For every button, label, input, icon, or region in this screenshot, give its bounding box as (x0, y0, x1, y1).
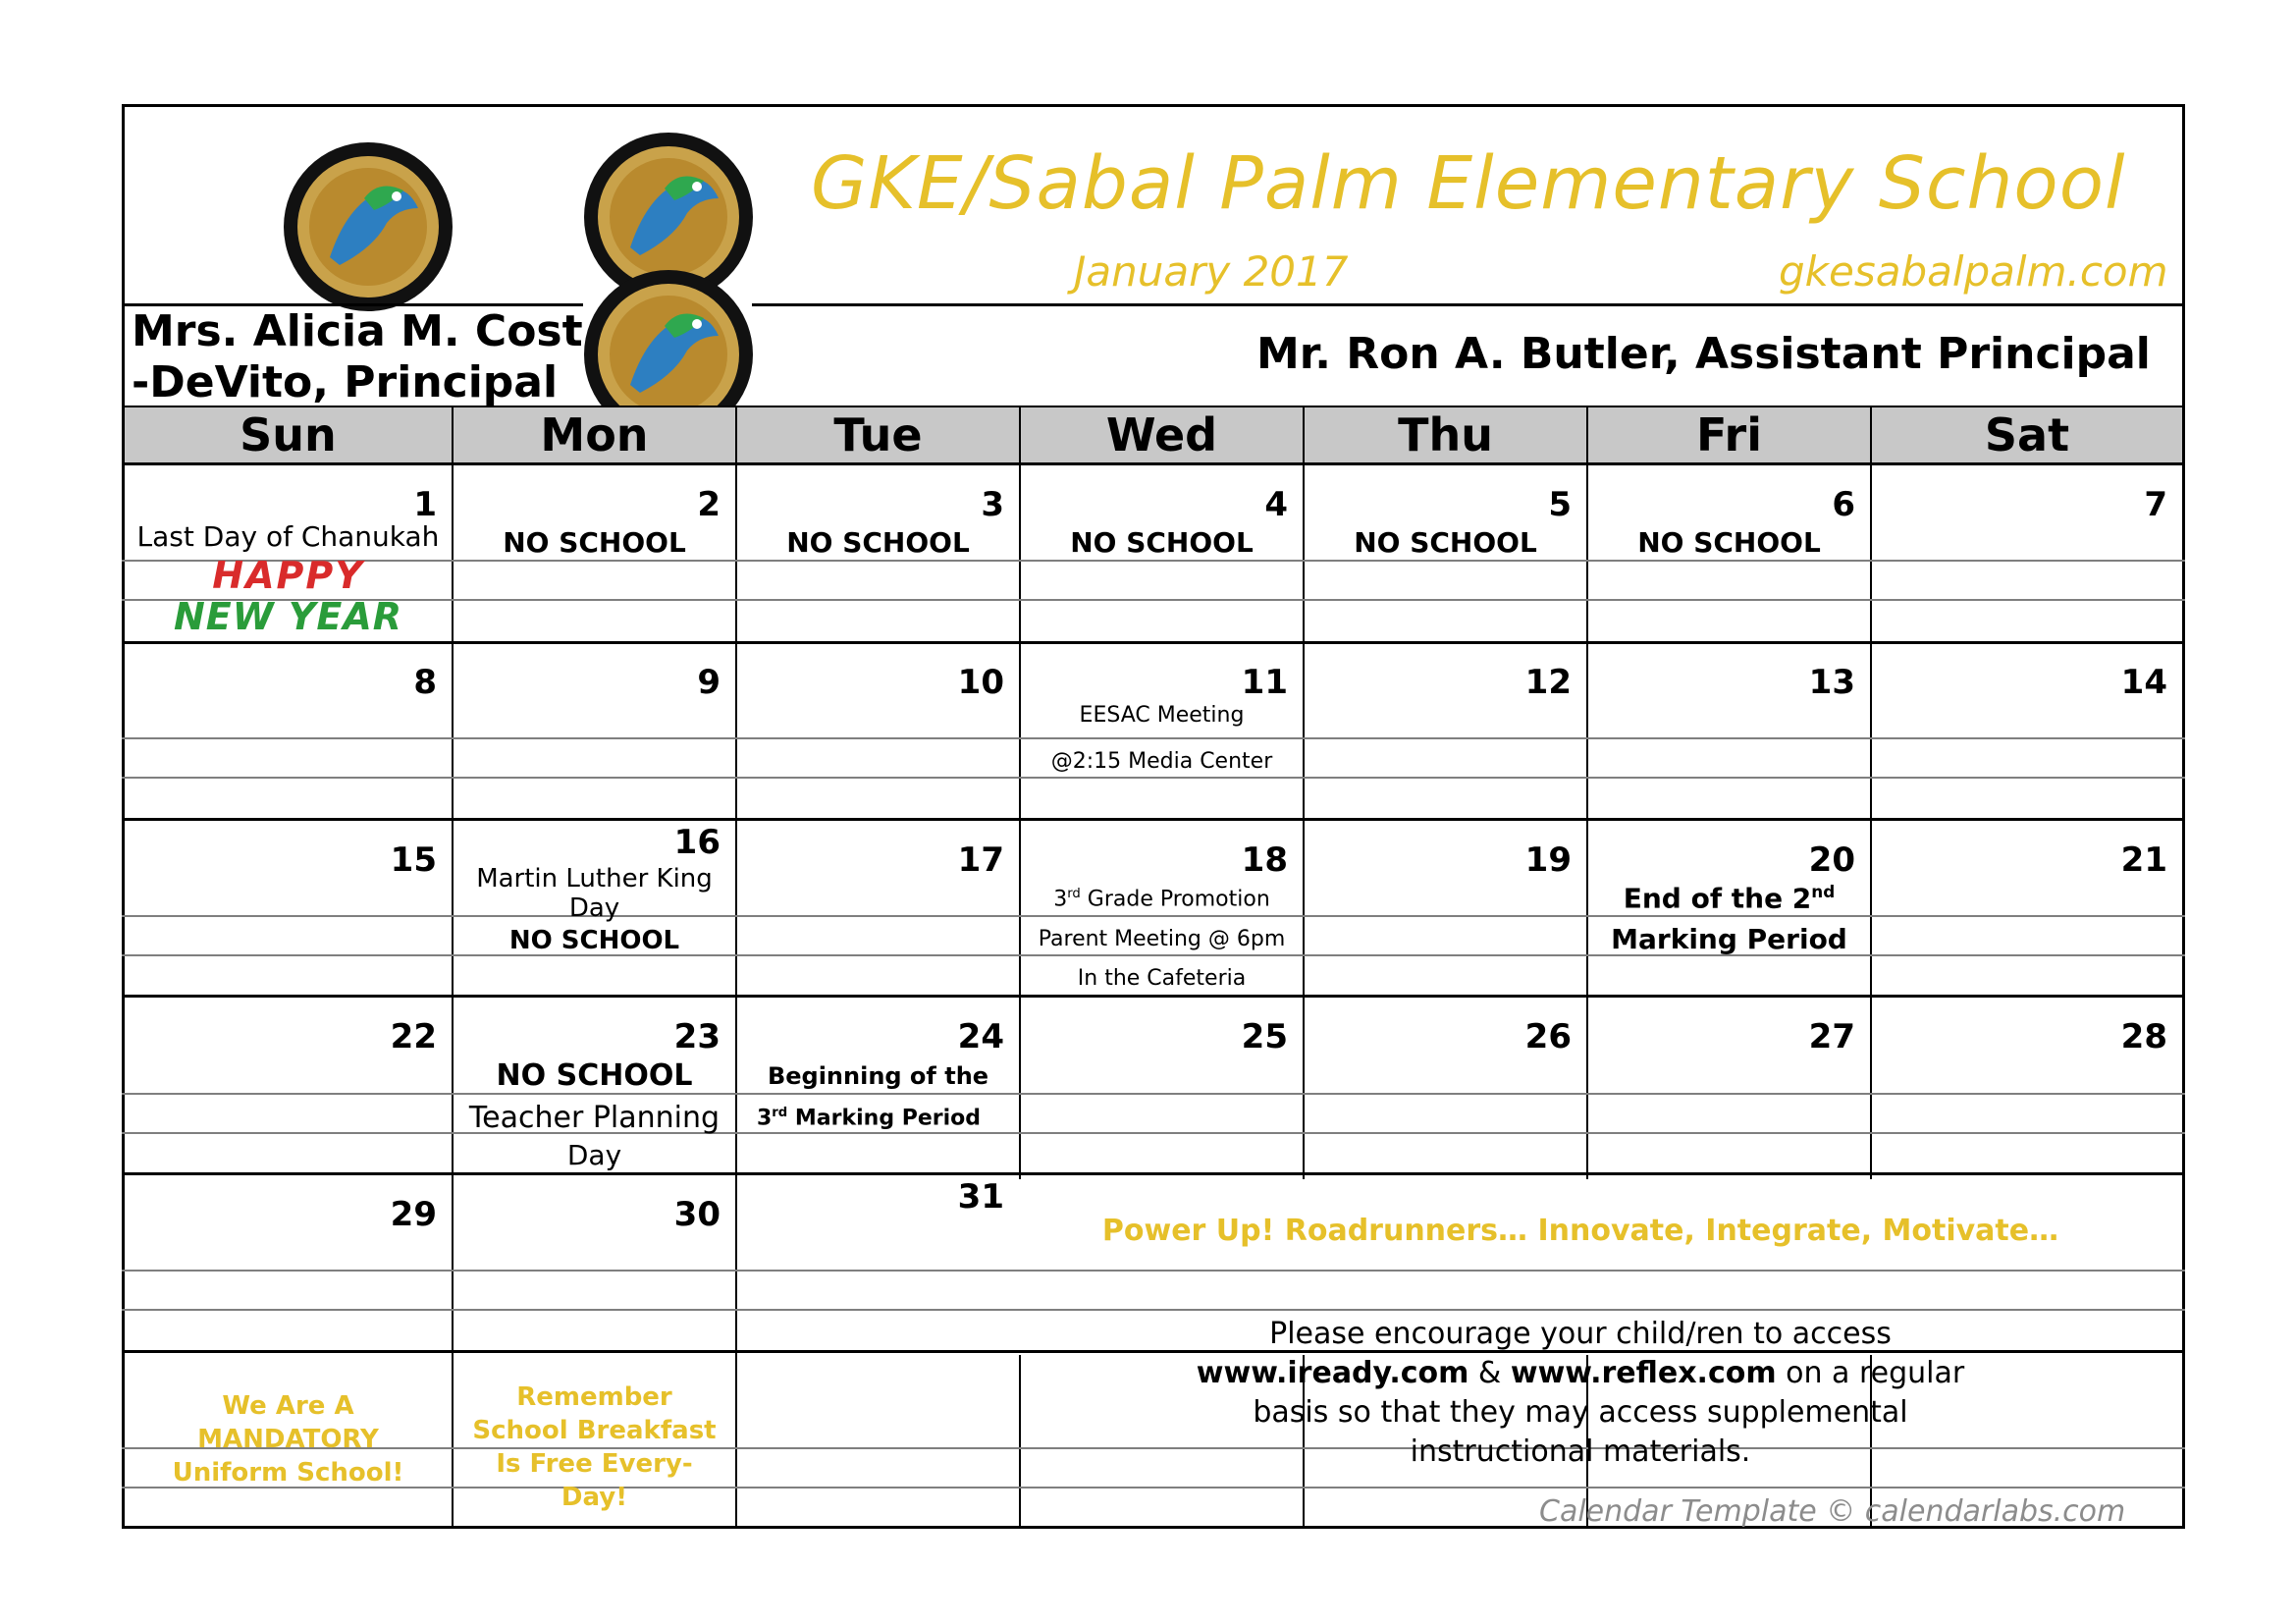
principal-name: Mrs. Alicia M. Cost -DeVito, Principal (132, 306, 583, 407)
event-marking-period: Marking Period (1611, 923, 1847, 955)
school-logo-1 (281, 139, 455, 314)
day-number: 10 (957, 663, 1004, 702)
event-parent-meeting: Parent Meeting @ 6pm (1038, 927, 1286, 951)
event-cafeteria: In the Cafeteria (1077, 966, 1247, 991)
iready-link[interactable]: www.iready.com (1196, 1356, 1469, 1390)
event-mlk: Martin Luther King (476, 864, 713, 893)
uniform-note: We Are A MANDATORY Uniform School! (172, 1391, 404, 1488)
weekday-thu: Thu (1305, 407, 1586, 462)
day-number: 14 (2120, 663, 2167, 702)
reflex-link[interactable]: www.reflex.com (1510, 1356, 1777, 1390)
day-number: 22 (390, 1017, 437, 1056)
day-number: 28 (2120, 1017, 2167, 1056)
happy-new-year-art: HAPPY (212, 554, 364, 597)
day-number: 6 (1832, 485, 1855, 524)
reading-encouragement: Please encourage your child/ren to access www.iready.com & www.reflex.com on a regular basis so that they may access supplemental instructional materials. (1196, 1317, 1965, 1469)
event-eesac-location: @2:15 Media Center (1050, 749, 1273, 774)
event-no-school: NO SCHOOL (1354, 526, 1537, 559)
day-number: 11 (1241, 663, 1288, 702)
happy-new-year-art: NEW YEAR (173, 595, 403, 638)
day-number: 19 (1524, 840, 1572, 880)
event-eesac: EESAC Meeting (1079, 703, 1245, 728)
day-number: 8 (413, 663, 437, 702)
weekday-wed: Wed (1021, 407, 1303, 462)
breakfast-note: Remember School Breakfast Is Free Every- Day! (472, 1382, 717, 1512)
slogan: Power Up! Roadrunners… Innovate, Integrate, Motivate… (1101, 1214, 2059, 1248)
weekday-fri: Fri (1588, 407, 1870, 462)
template-credit: Calendar Template © calendarlabs.com (1539, 1494, 2126, 1529)
day-number: 2 (697, 485, 721, 524)
weekday-sun: Sun (125, 407, 452, 462)
month-title: January 2017 (1074, 247, 1349, 296)
event-grade-promotion: 3rd Grade Promotion (1053, 887, 1270, 912)
event-no-school: NO SCHOOL (1070, 526, 1254, 559)
day-number: 20 (1808, 840, 1855, 880)
day-number: 27 (1808, 1017, 1855, 1056)
day-number: 9 (697, 663, 721, 702)
day-number: 30 (673, 1195, 721, 1234)
day-number: 31 (957, 1177, 1004, 1217)
day-number: 3 (981, 485, 1004, 524)
event-teacher-planning: Teacher Planning (468, 1101, 721, 1135)
weekday-tue: Tue (737, 407, 1019, 462)
day-number: 23 (673, 1017, 721, 1056)
event-beginning-marking-period: Beginning of the (767, 1062, 989, 1090)
school-website: gkesabalpalm.com (1779, 247, 2168, 296)
day-number: 25 (1241, 1017, 1288, 1056)
day-number: 26 (1524, 1017, 1572, 1056)
day-number: 17 (957, 840, 1004, 880)
day-number: 16 (673, 823, 721, 862)
day-number: 1 (413, 485, 437, 524)
day-number: 5 (1548, 485, 1572, 524)
school-name: GKE/Sabal Palm Elementary School (811, 141, 2126, 226)
event-teacher-planning-day: Day (566, 1139, 622, 1171)
day-number: 4 (1264, 485, 1288, 524)
event-no-school: NO SCHOOL (496, 1058, 693, 1093)
day-number: 24 (957, 1017, 1004, 1056)
event-chanukah: Last Day of Chanukah (136, 520, 440, 553)
day-number: 21 (2120, 840, 2167, 880)
day-number: 7 (2144, 485, 2167, 524)
event-no-school: NO SCHOOL (503, 526, 686, 559)
event-no-school: NO SCHOOL (1637, 526, 1821, 559)
day-number: 12 (1524, 663, 1572, 702)
event-mlk-day: Day (568, 893, 620, 923)
weekday-mon: Mon (454, 407, 735, 462)
event-no-school: NO SCHOOL (786, 526, 970, 559)
assistant-principal-name: Mr. Ron A. Butler, Assistant Principal (1256, 329, 2151, 379)
day-number: 18 (1241, 840, 1288, 880)
day-number: 29 (390, 1195, 437, 1234)
event-third-marking-period: 3rd Marking Period (756, 1106, 982, 1131)
event-end-marking-period: End of the 2nd (1623, 882, 1836, 915)
day-number: 15 (390, 840, 437, 880)
day-number: 13 (1808, 663, 1855, 702)
event-no-school: NO SCHOOL (508, 926, 680, 955)
weekday-sat: Sat (1872, 407, 2182, 462)
